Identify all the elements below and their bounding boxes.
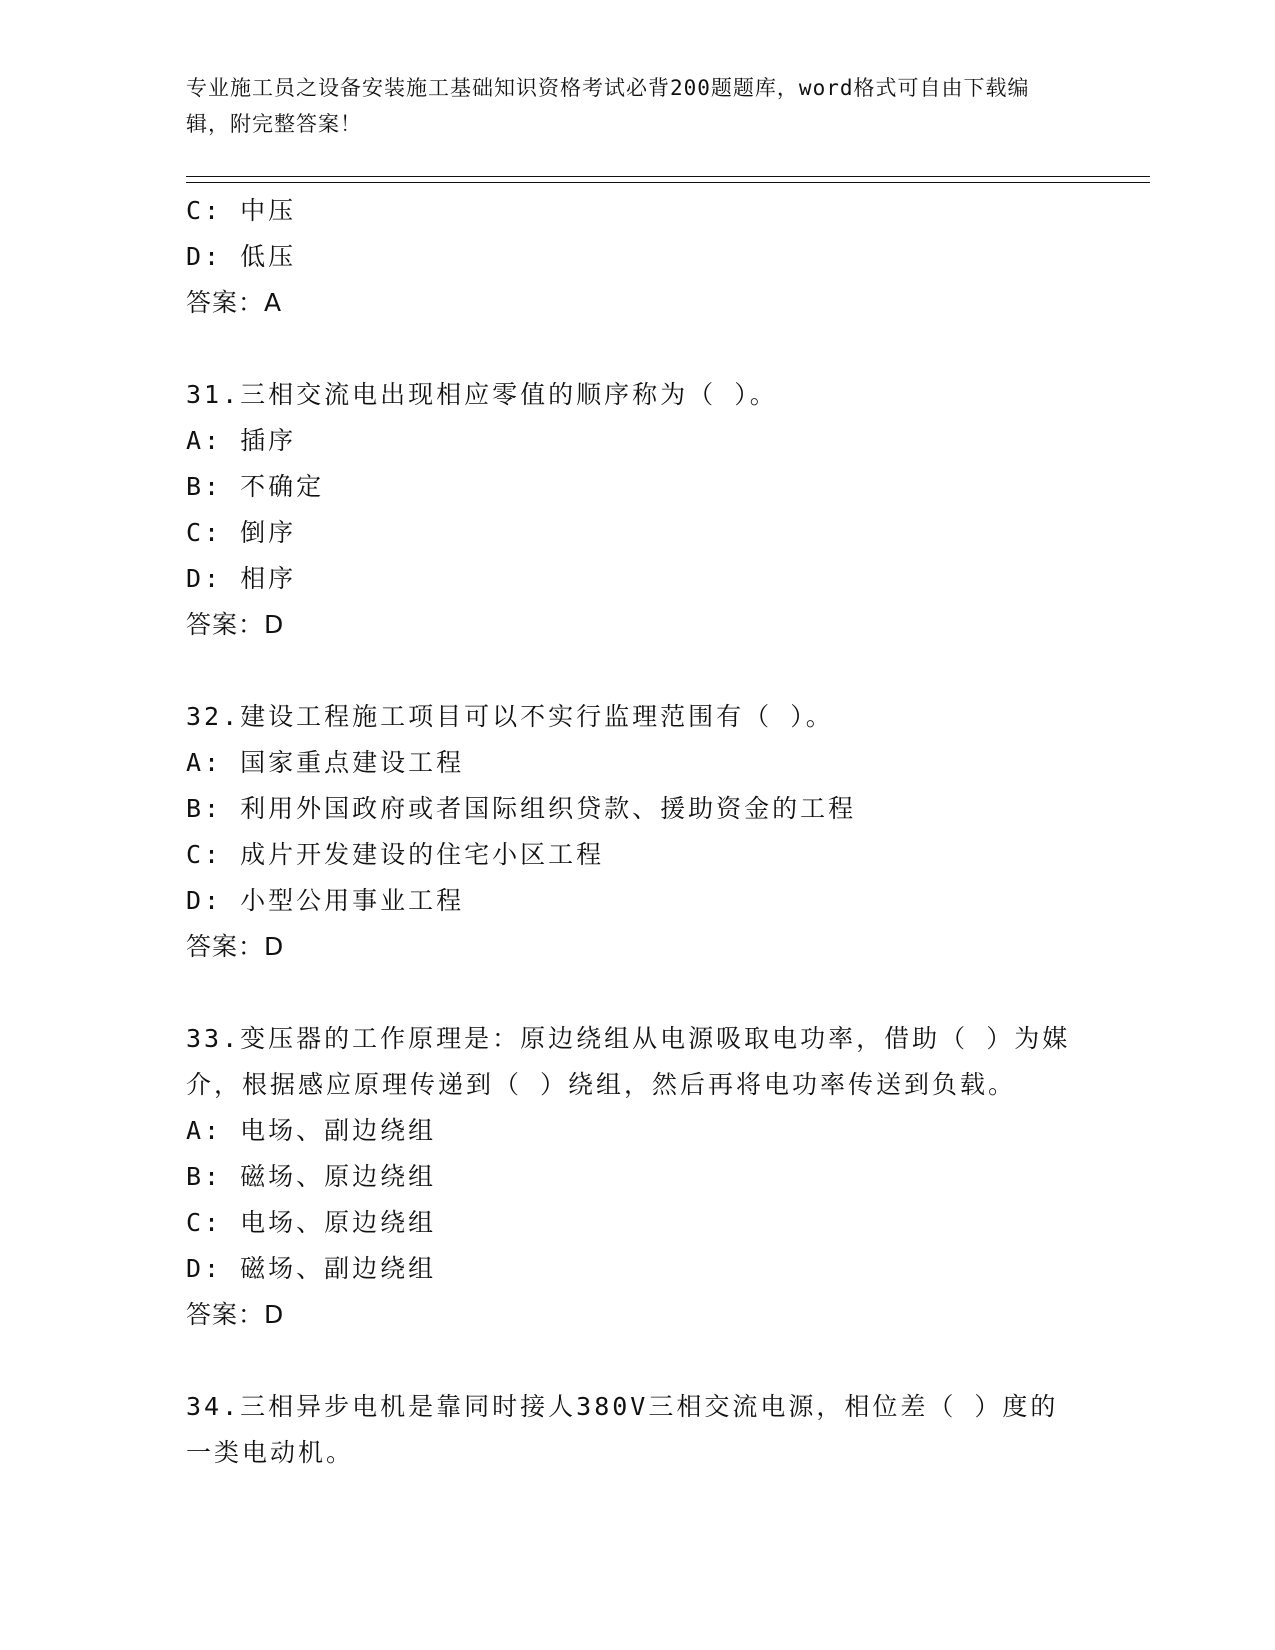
question-text: 33.变压器的工作原理是：原边绕组从电源吸取电功率，借助（ ）为媒介，根据感应原理传递到（ ）绕组，然后再将电功率传送到负载。 bbox=[186, 1024, 1071, 1099]
option-c: C: 倒序 bbox=[186, 518, 297, 547]
previous-question-tail bbox=[186, 188, 1086, 326]
option-a: A: 电场、副边绕组 bbox=[186, 1116, 437, 1145]
option-b: B: 利用外国政府或者国际组织贷款、援助资金的工程 bbox=[186, 794, 857, 823]
answer: 答案：D bbox=[186, 610, 285, 639]
question-text: 32.建设工程施工项目可以不实行监理范围有（ ）。 bbox=[186, 702, 834, 731]
option-c: C: 中压 bbox=[186, 196, 297, 225]
option-d: D: 相序 bbox=[186, 564, 297, 593]
option-d: D: 小型公用事业工程 bbox=[186, 886, 465, 915]
question-list bbox=[186, 188, 1086, 1476]
document-header: 专业施工员之设备安装施工基础知识资格考试必背200题题库，word格式可自由下载编辑，附完整答案！ bbox=[186, 76, 1030, 136]
answer: 答案：D bbox=[186, 1300, 285, 1329]
option-d: D: 低压 bbox=[186, 242, 297, 271]
option-c: C: 电场、原边绕组 bbox=[186, 1208, 437, 1237]
answer: 答案：A bbox=[186, 288, 283, 317]
option-c: C: 成片开发建设的住宅小区工程 bbox=[186, 840, 605, 869]
question-32 bbox=[186, 694, 1086, 970]
option-d: D: 磁场、副边绕组 bbox=[186, 1254, 437, 1283]
option-b: B: 磁场、原边绕组 bbox=[186, 1162, 437, 1191]
option-a: A: 插序 bbox=[186, 426, 297, 455]
header-rule-top bbox=[186, 176, 1150, 177]
option-a: A: 国家重点建设工程 bbox=[186, 748, 465, 777]
question-31 bbox=[186, 372, 1086, 648]
question-34 bbox=[186, 1384, 1086, 1476]
option-b: B: 不确定 bbox=[186, 472, 325, 501]
question-33 bbox=[186, 1016, 1086, 1338]
question-text: 34.三相异步电机是靠同时接人380V三相交流电源，相位差（ ）度的一类电动机。 bbox=[186, 1392, 1059, 1467]
question-text: 31.三相交流电出现相应零值的顺序称为（ ）。 bbox=[186, 380, 778, 409]
answer: 答案：D bbox=[186, 932, 285, 961]
header-rule-bottom bbox=[186, 182, 1150, 183]
